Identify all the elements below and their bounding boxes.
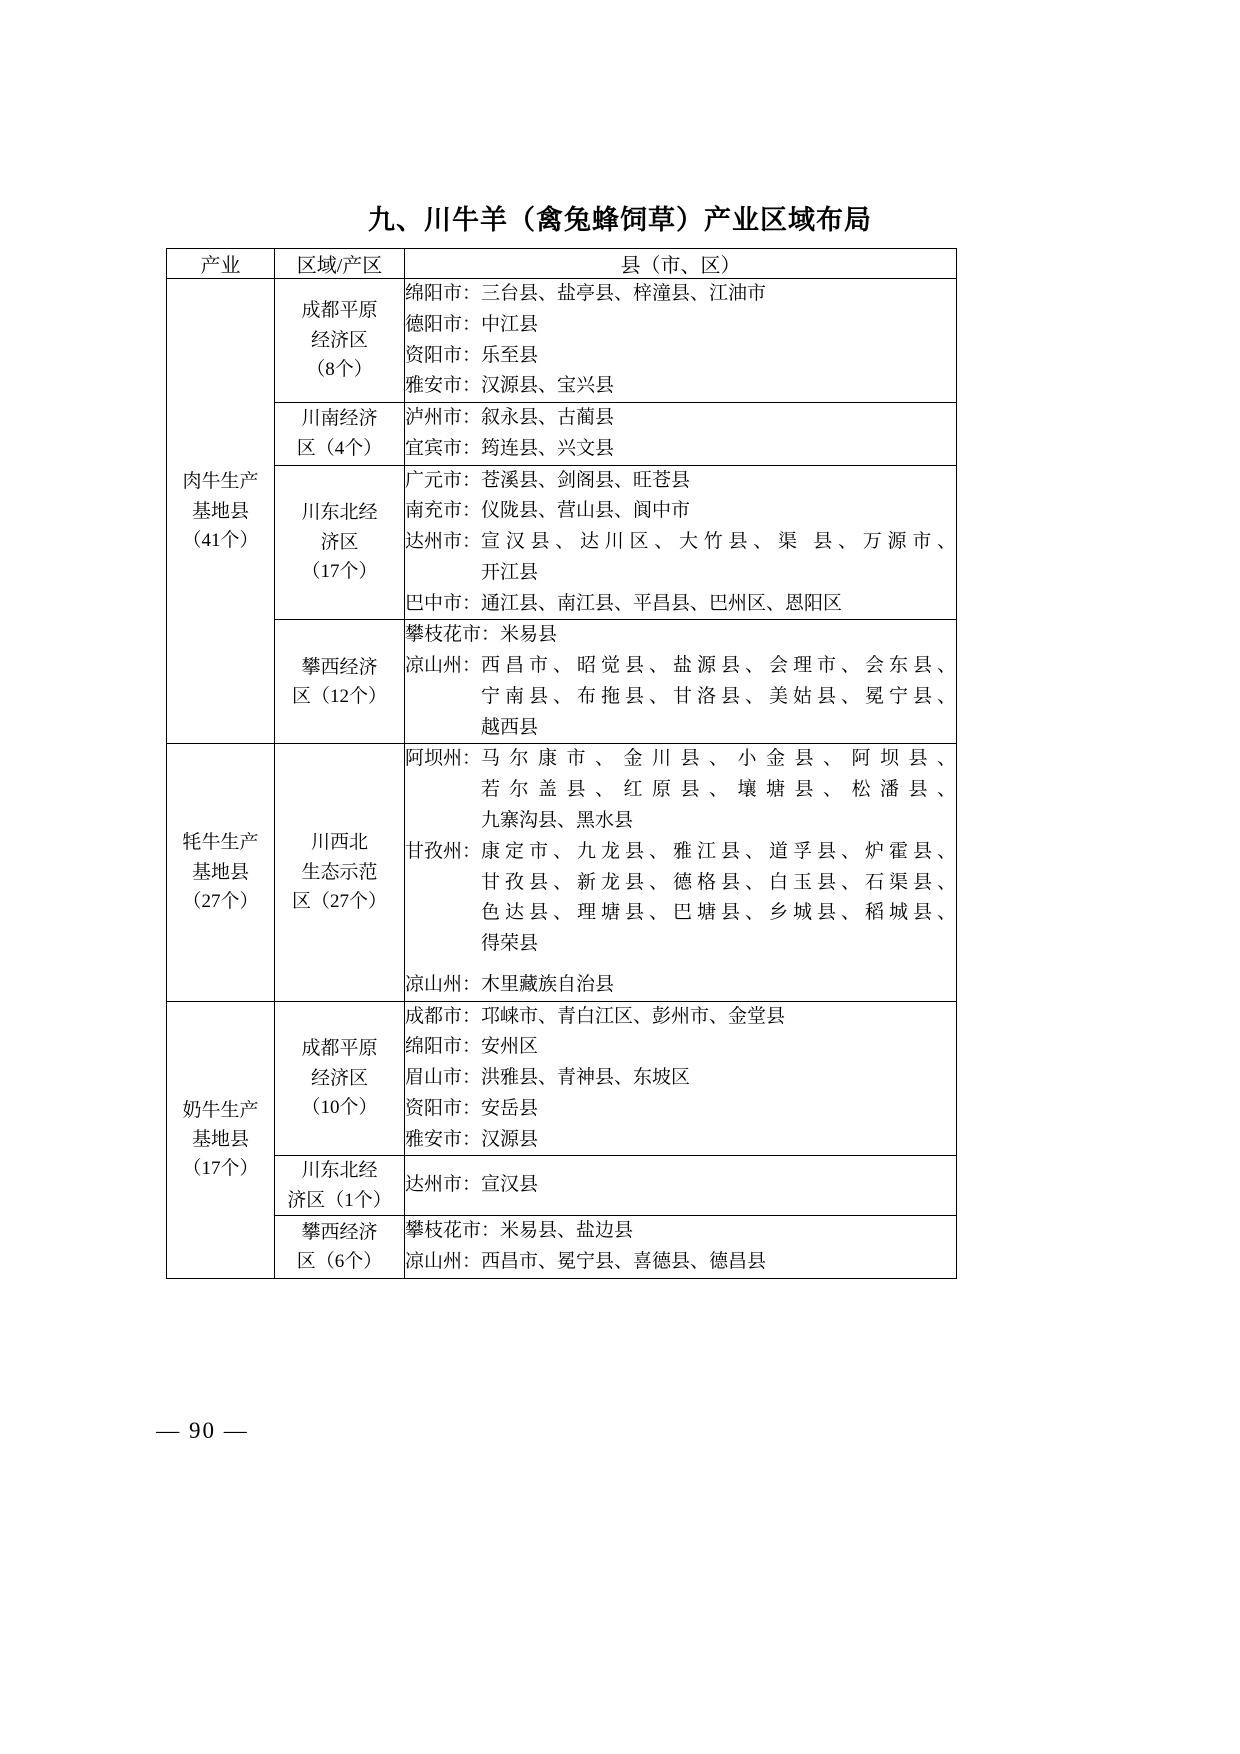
region-label-line: 经济区 <box>310 329 368 351</box>
county-entry-values: 西昌市、昭觉县、盐源县、会理市、会东县、 <box>481 655 956 677</box>
county-entry-values: 中江县 <box>481 313 539 335</box>
county-entry-values: 苍溪县、剑阁县、旺苍县 <box>481 469 691 491</box>
county-entry-label: 眉山市： <box>405 1067 482 1089</box>
county-entry-label: 南充市： <box>405 500 482 522</box>
county-entry <box>405 1216 956 1247</box>
region-label-line: 济区（1个） <box>287 1189 392 1211</box>
table-row <box>167 620 957 744</box>
county-entry <box>405 744 956 775</box>
counties-cell <box>405 1156 957 1216</box>
county-entry-continuation <box>405 713 956 744</box>
county-entry <box>405 1170 956 1201</box>
county-entry-values: 仪陇县、营山县、阆中市 <box>481 500 691 522</box>
county-entry-continuation <box>405 775 956 806</box>
county-entry <box>405 970 956 1001</box>
county-entry-label: 成都市： <box>405 1005 482 1027</box>
counties-cell <box>405 1216 957 1279</box>
region-cell <box>275 1216 405 1279</box>
county-entry-label: 凉山州： <box>405 973 482 995</box>
county-entry-label: 巴中市： <box>405 592 482 614</box>
region-label-line: （10个） <box>301 1097 378 1119</box>
county-entry-values: 宣汉县 <box>481 1174 539 1196</box>
county-entry-values: 安岳县 <box>481 1097 539 1119</box>
county-entry-label: 资阳市： <box>405 344 482 366</box>
column-header-industry: 产业 <box>167 249 275 279</box>
county-entry <box>405 434 956 465</box>
county-entry-label: 达州市： <box>405 531 482 553</box>
region-cell <box>275 744 405 1001</box>
region-label-line: 成都平原 <box>301 300 378 322</box>
table-row <box>167 1001 957 1156</box>
county-entry-label: 甘孜州： <box>405 840 482 862</box>
county-entry <box>405 651 956 682</box>
region-label-line: 成都平原 <box>301 1038 378 1060</box>
county-entry <box>405 620 956 651</box>
table-body <box>167 279 957 1279</box>
table-row <box>167 279 957 403</box>
industry-label-line: 基地县 <box>191 500 249 522</box>
county-entry-label: 攀枝花市： <box>405 624 501 646</box>
county-entry-values: 康定市、九龙县、雅江县、道孚县、炉霍县、 <box>481 840 956 862</box>
region-cell <box>275 620 405 744</box>
county-entry-values: 开江县 <box>481 561 539 583</box>
industry-cell <box>167 279 275 744</box>
county-entry-values: 汉源县 <box>481 1128 539 1150</box>
county-entry-label: 广元市： <box>405 469 482 491</box>
counties-cell <box>405 744 957 1001</box>
county-entry <box>405 279 956 310</box>
region-label-line: 区（27个） <box>291 891 387 913</box>
region-label-line: 经济区 <box>310 1067 368 1089</box>
table-header-row <box>167 249 957 279</box>
industry-label-line: 基地县 <box>191 1129 249 1150</box>
industry-label-line: 奶牛生产 <box>182 1099 259 1121</box>
county-entry-label: 绵阳市： <box>405 1036 482 1058</box>
county-entry-values: 筠连县、兴文县 <box>481 437 615 459</box>
region-label-line: 区（12个） <box>291 685 387 707</box>
county-entry-values: 米易县 <box>500 624 558 646</box>
county-entry-continuation <box>405 929 956 960</box>
region-label-line: 区（6个） <box>296 1251 383 1273</box>
county-entry-label: 泸州市： <box>405 407 482 429</box>
county-entry-values: 西昌市、冕宁县、喜德县、德昌县 <box>481 1251 767 1273</box>
county-entry <box>405 496 956 527</box>
county-entry <box>405 1094 956 1125</box>
county-entry-values: 通江县、南江县、平昌县、巴州区、恩阳区 <box>481 592 843 614</box>
county-entry-continuation <box>405 868 956 899</box>
table-row <box>167 1216 957 1279</box>
industry-label-line: （27个） <box>182 891 259 913</box>
county-entry-values: 安州区 <box>481 1036 539 1058</box>
county-entry-label: 攀枝花市： <box>405 1220 501 1242</box>
county-entry-label: 阿坝州： <box>405 748 482 770</box>
region-label-line: 川东北经 <box>301 1160 378 1182</box>
county-entry-values: 汉源县、宝兴县 <box>481 375 615 397</box>
region-label-line: 川西北 <box>310 832 368 854</box>
county-entry <box>405 1063 956 1094</box>
county-entry-values: 邛崃市、青白江区、彭州市、金堂县 <box>481 1005 786 1027</box>
county-entry <box>405 589 956 620</box>
county-entry-values: 宁南县、布拖县、甘洛县、美姑县、冕宁县、 <box>481 685 956 707</box>
county-entry-values: 叙永县、古蔺县 <box>481 407 615 429</box>
county-entry-label: 达州市： <box>405 1174 482 1196</box>
table-row <box>167 1156 957 1216</box>
region-label-line: 生态示范 <box>301 861 378 883</box>
county-entry-label: 凉山州： <box>405 1251 482 1273</box>
county-entry <box>405 341 956 372</box>
blank-line <box>405 960 956 970</box>
region-label-line: （17个） <box>301 561 378 583</box>
region-cell <box>275 1156 405 1216</box>
county-entry-label: 凉山州： <box>405 655 482 677</box>
county-entry-values: 色达县、理塘县、巴塘县、乡城县、稻城县、 <box>481 902 956 924</box>
region-label-line: 攀西经济 <box>301 1221 378 1243</box>
county-entry <box>405 371 956 402</box>
industry-cell <box>167 1001 275 1278</box>
county-entry-continuation <box>405 682 956 713</box>
county-entry-values: 木里藏族自治县 <box>481 973 615 995</box>
county-entry-label: 雅安市： <box>405 1128 482 1150</box>
county-entry-values: 马尔康市、金川县、小金县、阿坝县、 <box>481 748 956 770</box>
county-entry-label: 德阳市： <box>405 313 482 335</box>
counties-cell <box>405 465 957 620</box>
county-entry-values: 乐至县 <box>481 344 539 366</box>
county-entry <box>405 403 956 434</box>
county-entry-values: 米易县、盐边县 <box>500 1220 634 1242</box>
column-header-region: 区域/产区 <box>275 249 405 279</box>
industry-label-line: 牦牛生产 <box>182 832 259 854</box>
county-entry-values: 九寨沟县、黑水县 <box>481 810 634 832</box>
industry-label-line: （41个） <box>182 529 259 551</box>
counties-cell <box>405 620 957 744</box>
county-entry <box>405 310 956 341</box>
county-entry <box>405 837 956 868</box>
region-label-line: 攀西经济 <box>301 656 378 678</box>
table-row <box>167 465 957 620</box>
region-cell <box>275 465 405 620</box>
county-entry-values: 得荣县 <box>481 933 539 955</box>
industry-label-line: （17个） <box>182 1158 259 1180</box>
page-number: — 90 — <box>156 1418 249 1443</box>
page-title: 九、川牛羊（禽兔蜂饲草）产业区域布局 <box>368 205 872 235</box>
county-entry-continuation <box>405 898 956 929</box>
county-entry-values: 若尔盖县、红原县、壤塘县、松潘县、 <box>481 779 956 801</box>
region-label-line: 济区 <box>320 531 359 553</box>
county-entry-continuation <box>405 558 956 589</box>
county-entry <box>405 1002 956 1033</box>
industry-label-line: 基地县 <box>191 861 249 883</box>
table-row <box>167 744 957 1001</box>
region-cell <box>275 279 405 403</box>
region-label-line: 川东北经 <box>301 502 378 524</box>
county-entry-label: 绵阳市： <box>405 283 482 304</box>
county-entry-values: 甘孜县、新龙县、德格县、白玉县、石渠县、 <box>481 871 956 893</box>
county-entry-values: 越西县 <box>481 716 539 738</box>
county-entry <box>405 466 956 497</box>
counties-cell <box>405 279 957 403</box>
county-entry-label: 雅安市： <box>405 375 482 397</box>
counties-cell <box>405 403 957 466</box>
region-label-line: 区（4个） <box>296 437 383 459</box>
industry-label-line: 肉牛生产 <box>182 471 259 493</box>
county-entry-values: 洪雅县、青神县、东坡区 <box>481 1067 691 1089</box>
county-entry-label: 宜宾市： <box>405 437 482 459</box>
county-entry-values: 三台县、盐亭县、梓潼县、江油市 <box>481 283 767 304</box>
county-entry-values: 宣汉县、达川区、大竹县、渠 县、万源市、 <box>481 531 956 553</box>
industry-region-table <box>166 248 957 1279</box>
counties-cell <box>405 1001 957 1156</box>
region-label-line: （8个） <box>306 359 373 381</box>
column-header-counties: 县（市、区） <box>405 249 957 279</box>
county-entry <box>405 1247 956 1278</box>
county-entry-label: 资阳市： <box>405 1097 482 1119</box>
region-cell <box>275 403 405 466</box>
table-row <box>167 403 957 466</box>
county-entry <box>405 527 956 558</box>
county-entry <box>405 1125 956 1156</box>
county-entry <box>405 1032 956 1063</box>
region-cell <box>275 1001 405 1156</box>
industry-cell <box>167 744 275 1001</box>
county-entry-continuation <box>405 806 956 837</box>
region-label-line: 川南经济 <box>301 408 378 430</box>
